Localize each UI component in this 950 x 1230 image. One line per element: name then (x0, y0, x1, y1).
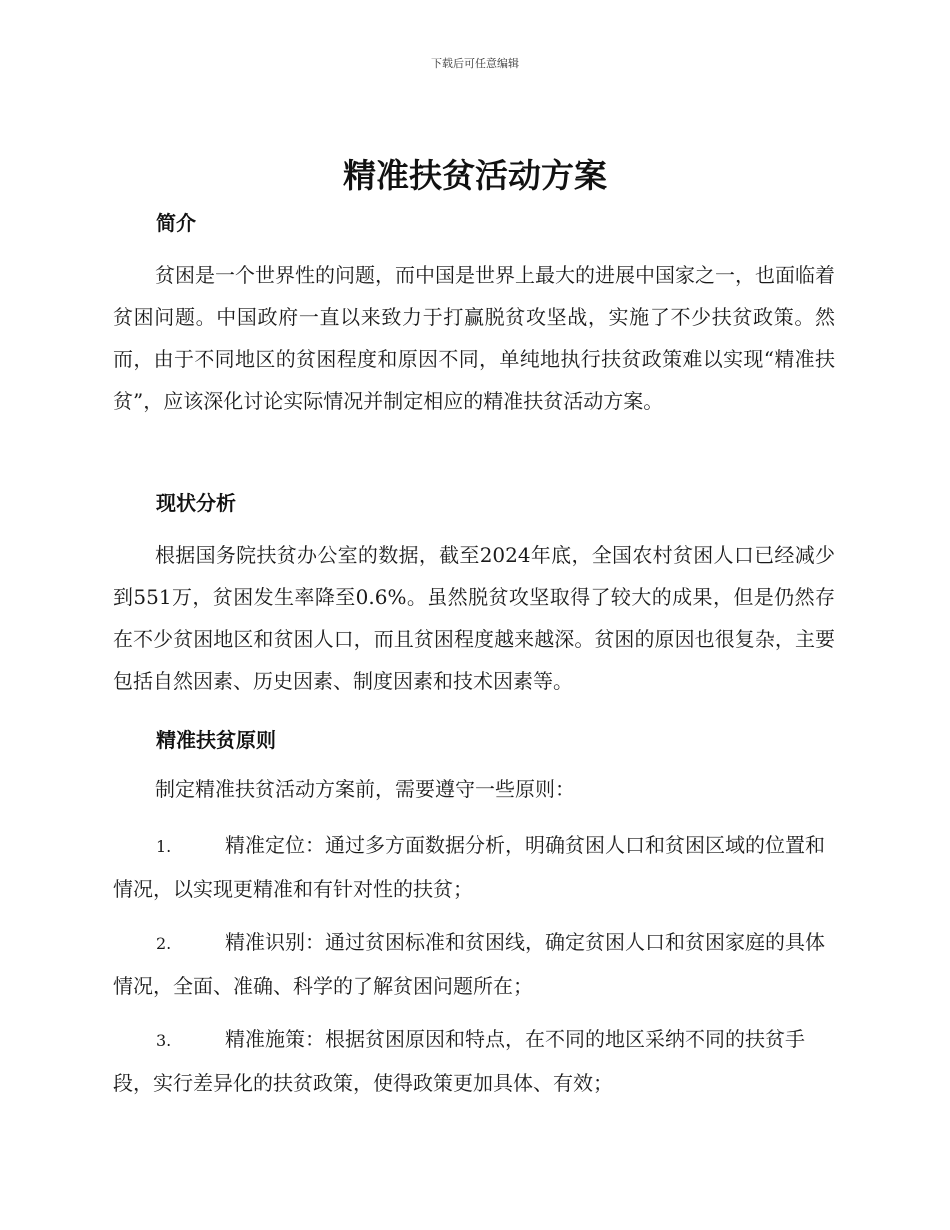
list-item-number: 2. (156, 934, 172, 953)
list-item-number: 1. (156, 837, 172, 856)
list-item-text: 精准识别：通过贫困标准和贫困线，确定贫困人口和贫困家庭的具体情况，全面、准确、科学的了解贫困问题所在； (113, 930, 825, 998)
principles-intro: 制定精准扶贫活动方案前，需要遵守一些原则： (155, 777, 575, 801)
list-item (113, 824, 835, 910)
status-paragraph: 根据国务院扶贫办公室的数据，截至2024年底，全国农村贫困人口已经减少到551万，贫困发生率降至0.6%。虽然脱贫攻坚取得了较大的成果，但是仍然存在不少贫困地区和贫困人口，而且贫困程度越来越深。贫困的原因也很复杂，主要包括自然因素、历史因素、制度因素和技术因素等。 (113, 543, 835, 693)
header-note: 下载后可任意编辑 (431, 57, 519, 70)
section-heading-status: 现状分析 (156, 491, 236, 515)
document-title: 精准扶贫活动方案 (343, 156, 607, 195)
list-item-text: 精准施策：根据贫困原因和特点，在不同的地区采纳不同的扶贫手段，实行差异化的扶贫政策，使得政策更加具体、有效； (113, 1027, 805, 1095)
list-item (113, 921, 835, 1007)
list-item-number: 3. (156, 1031, 172, 1050)
intro-paragraph: 贫困是一个世界性的问题，而中国是世界上最大的进展中国家之一，也面临着贫困问题。中国政府一直以来致力于打赢脱贫攻坚战，实施了不少扶贫政策。然而，由于不同地区的贫困程度和原因不同，单纯地执行扶贫政策难以实现“精准扶贫”，应该深化讨论实际情况并制定相应的精准扶贫活动方案。 (113, 263, 835, 413)
section-heading-intro: 简介 (156, 211, 196, 235)
list-item-text: 精准定位：通过多方面数据分析，明确贫困人口和贫困区域的位置和情况，以实现更精准和有针对性的扶贫； (113, 833, 825, 901)
list-item (113, 1018, 835, 1104)
section-heading-principles: 精准扶贫原则 (156, 728, 276, 752)
